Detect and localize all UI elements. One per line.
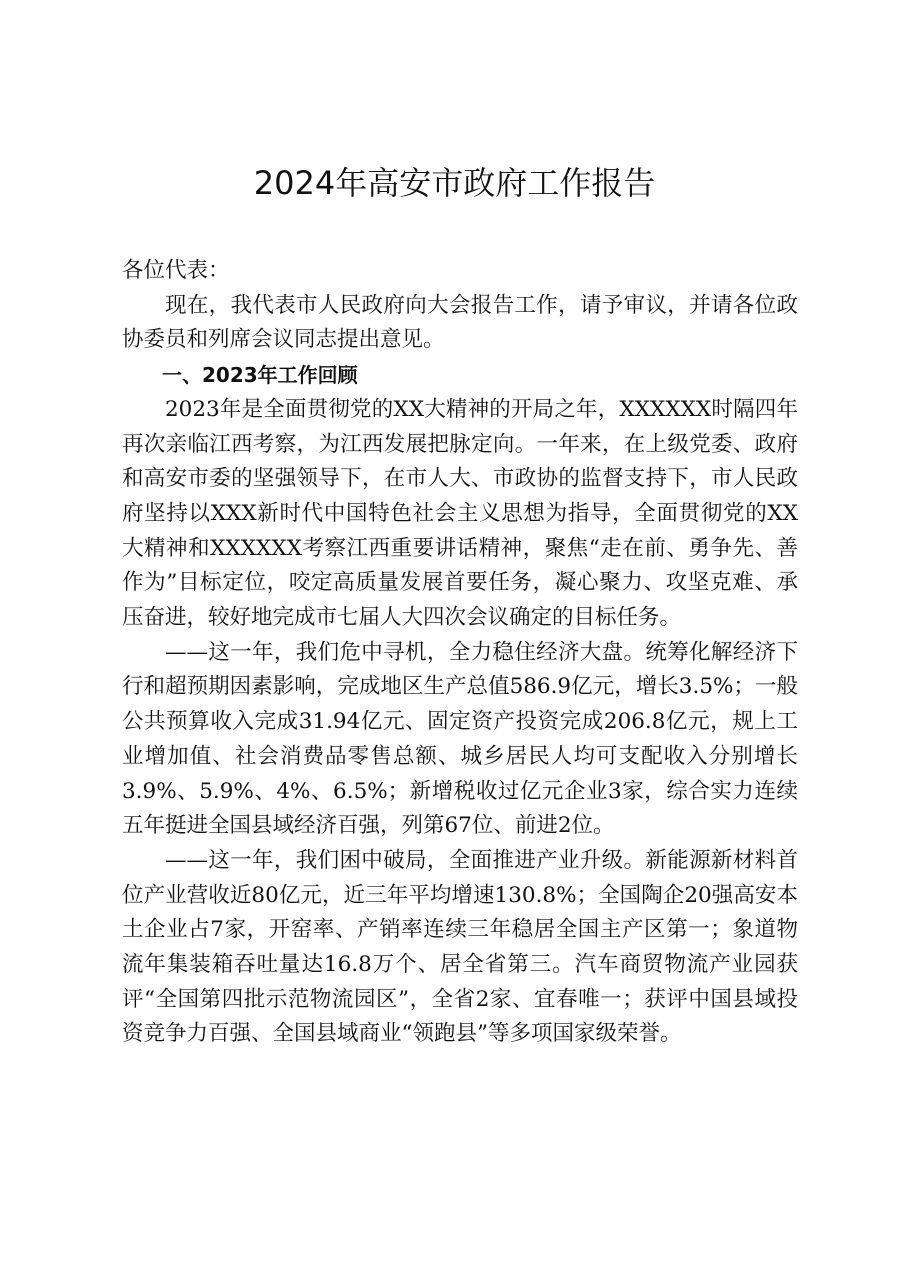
paragraph: ——这一年，我们危中寻机，全力稳住经济大盘。统筹化解经济下行和超预期因素影响，完成地区生产总值586.9亿元，增长3.5%；一般公共预算收入完成31.94亿元、固定资产投资完成206.8亿元，规上工业增加值、社会消费品零售总额、城乡居民人均可支配收入分别增长3.9%、5.9%、4%、6.5%；新增税收过亿元企业3家，综合实力连续五年挺进全国县域经济百强，列第67位、前进2位。 [122, 639, 798, 839]
salutation: 各位代表： [122, 258, 230, 283]
intro-paragraph: 现在，我代表市人民政府向大会报告工作，请予审议，并请各位政协委员和列席会议同志提出意见。 [122, 292, 798, 353]
paragraph: ——这一年，我们困中破局，全面推进产业升级。新能源新材料首位产业营收近80亿元，近三年平均增速130.8%；全国陶企20强高安本土企业占7家，开窑率、产销率连续三年稳居全国主产区第一；象道物流年集装箱吞吐量达16.8万个、居全省第三。汽车商贸物流产业园获评“全国第四批示范物流园区”，全省2家、宜春唯一；获评中国县域投资竞争力百强、全国县域商业“领跑县”等多项国家级荣誉。 [122, 847, 798, 1047]
section-heading: 一、2023年工作回顾 [162, 363, 358, 388]
document-title: 2024年高安市政府工作报告 [253, 164, 656, 202]
document-body [122, 254, 798, 1052]
paragraph: 2023年是全面贯彻党的XX大精神的开局之年，XXXXXX时隔四年再次亲临江西考察，为江西发展把脉定向。一年来，在上级党委、政府和高安市委的坚强领导下，在市人大、市政协的监督支持下，市人民政府坚持以XXX新时代中国特色社会主义思想为指导，全面贯彻党的XX大精神和XXXXXX考察江西重要讲话精神，聚焦“走在前、勇争先、善作为”目标定位，咬定高质量发展首要任务，凝心聚力、攻坚克难、承压奋进，较好地完成市七届人大四次会议确定的目标任务。 [122, 396, 798, 631]
